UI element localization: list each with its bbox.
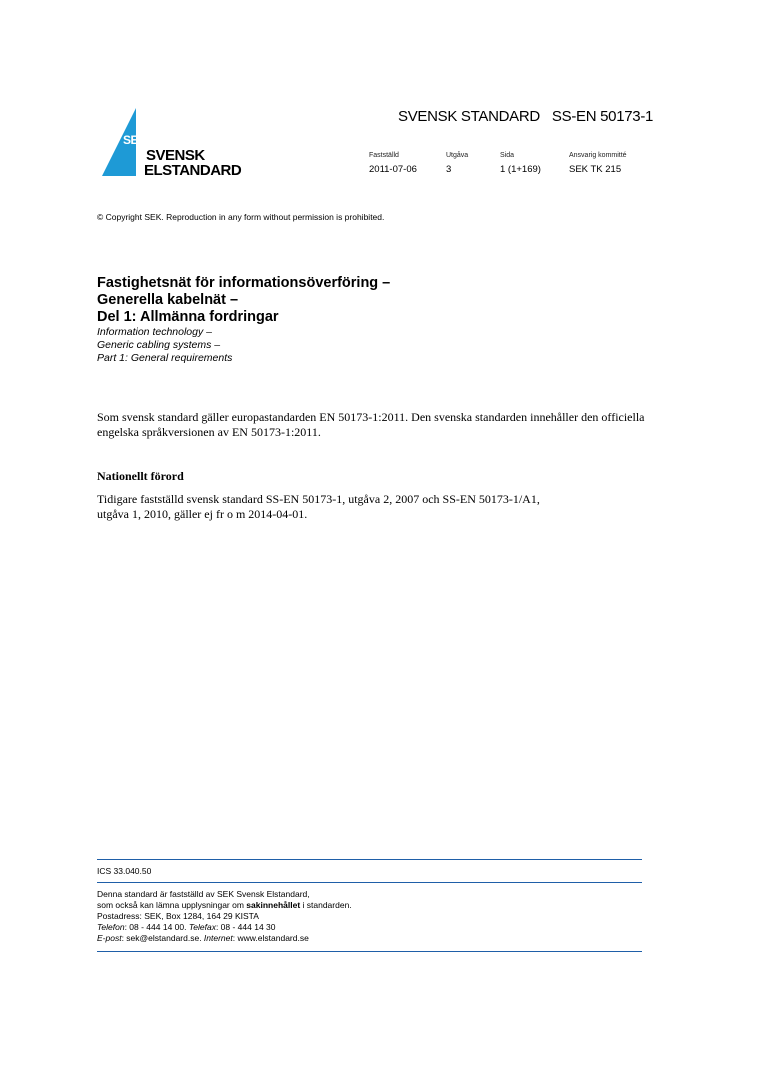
foreword-heading: Nationellt förord	[97, 469, 184, 483]
footer-rule-top	[97, 859, 642, 860]
standard-label: SVENSK STANDARD	[398, 108, 540, 125]
foreword-line2: utgåva 1, 2010, gäller ej fr o m 2014-04-01.	[97, 507, 308, 521]
web-label: Internet	[203, 933, 233, 943]
email-label: E-post	[97, 933, 122, 943]
phone-value: : 08 - 444 14 00.	[124, 922, 189, 932]
meta-label-kommitte: Ansvarig kommitté	[569, 152, 627, 159]
title-sv-line1: Fastighetsnät för informationsöverföring –	[97, 275, 391, 291]
phone-label: Telefon	[97, 922, 125, 932]
footer-line2-prefix: som också kan lämna upplysningar om	[97, 900, 247, 910]
title-sv-line2: Generella kabelnät –	[97, 292, 239, 308]
meta-value-utgava: 3	[446, 164, 452, 175]
title-en-line1: Information technology –	[97, 326, 212, 338]
title-en-line3: Part 1: General requirements	[97, 352, 233, 364]
fax-label: Telefax	[188, 922, 216, 932]
footer-rule-bottom	[97, 951, 642, 952]
sek-logo	[100, 108, 242, 179]
meta-value-kommitte: SEK TK 215	[569, 164, 622, 175]
footer-contact	[97, 889, 352, 944]
footer-line2-bold: sakinnehållet	[246, 900, 301, 910]
footer-email-web	[97, 933, 352, 944]
footer-line1: Denna standard är fastställd av SEK Svensk Elstandard,	[97, 889, 310, 899]
email-value[interactable]: : sek@elstandard.se.	[121, 933, 204, 943]
footer-phone-fax	[97, 922, 352, 933]
standard-code: SS-EN 50173-1	[551, 108, 654, 125]
logo-line1: SVENSK	[146, 147, 205, 164]
title-en-line2: Generic cabling systems –	[97, 339, 221, 351]
meta-label-faststalld: Fastställd	[369, 152, 399, 159]
meta-value-sida: 1 (1+169)	[500, 164, 541, 175]
standard-header	[398, 108, 653, 125]
title-sv-line3: Del 1: Allmänna fordringar	[97, 309, 279, 325]
logo-line2: ELSTANDARD	[144, 162, 242, 179]
copyright-notice: © Copyright SEK. Reproduction in any form without permission is prohibited.	[97, 212, 385, 222]
ics-code: ICS 33.040.50	[97, 866, 152, 876]
foreword-text	[97, 492, 657, 522]
meta-label-sida: Sida	[500, 152, 515, 159]
meta-value-faststalld: 2011-07-06	[369, 164, 417, 175]
title-block	[97, 275, 657, 365]
web-value[interactable]: : www.elstandard.se	[232, 933, 309, 943]
footer-line2-suffix: i standarden.	[300, 900, 352, 910]
foreword-line1: Tidigare fastställd svensk standard SS-EN 50173-1, utgåva 2, 2007 och SS-EN 50173-1/A1,	[97, 492, 540, 506]
intro-paragraph: Som svensk standard gäller europastandarden EN 50173-1:2011. Den svenska standarden innehåller den officiella engelska språkversionen av EN 50173-1:2011.	[97, 410, 645, 439]
fax-value: : 08 - 444 14 30	[215, 922, 276, 932]
footer-rule-middle	[97, 882, 642, 883]
logo-badge: SEK	[123, 133, 147, 147]
footer-line2	[97, 900, 352, 911]
footer-address: Postadress: SEK, Box 1284, 164 29 KISTA	[97, 911, 259, 921]
meta-label-utgava: Utgåva	[446, 152, 469, 159]
